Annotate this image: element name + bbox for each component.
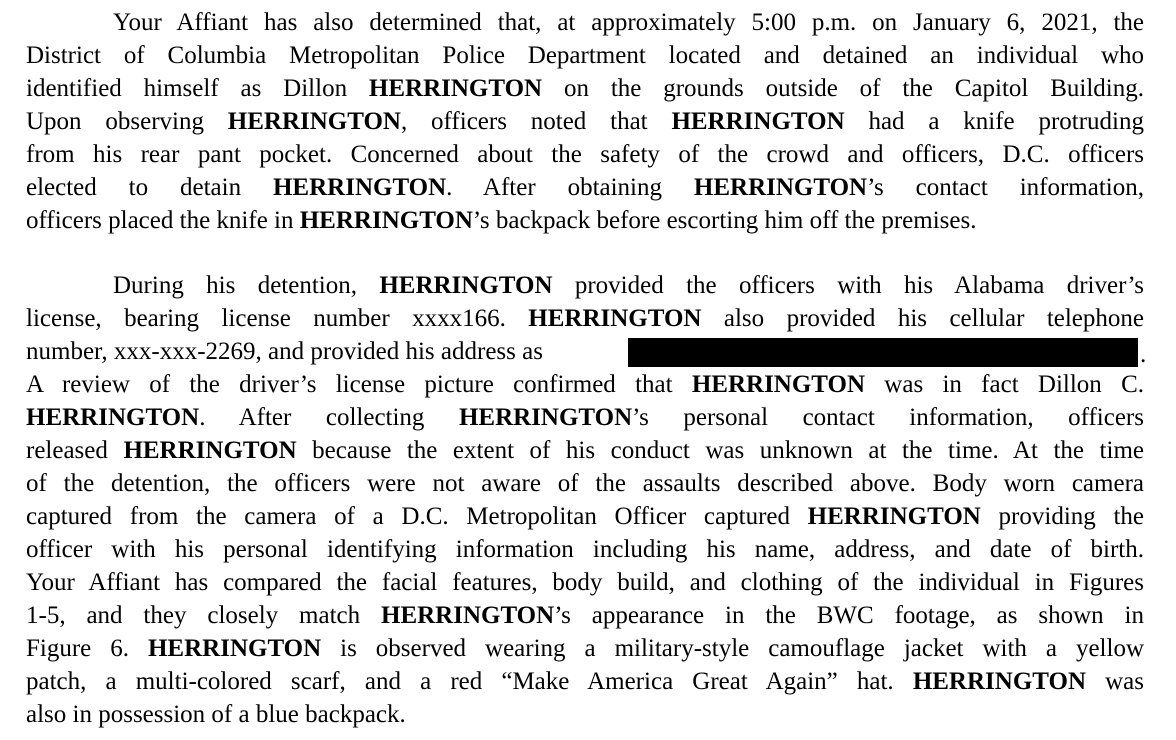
paragraph-2-line-6: released HERRINGTON because the extent of his conduct was unknown at the time. At the time	[26, 437, 1144, 464]
paragraph-2-line-12: Figure 6. HERRINGTON is observed wearing a military-style camouflage jacket with a yellow	[26, 635, 1145, 662]
paragraph-2-line-4: A review of the driver’s license picture confirmed that HERRINGTON was in fact Dillon C.	[26, 371, 1144, 398]
paragraph-1-line-4: Upon observing HERRINGTON, officers noted that HERRINGTON had a knife protruding	[26, 108, 1145, 135]
redacted-address-block	[628, 338, 1138, 367]
paragraph-2-line-7: of the detention, the officers were not aware of the assaults described above. Body worn camera	[26, 470, 1144, 497]
paragraph-2-line-13: patch, a multi-colored scarf, and a red “Make America Great Again” hat. HERRINGTON was	[26, 668, 1145, 695]
paragraph-2-line-2: license, bearing license number xxxx166. HERRINGTON also provided his cellular telephone	[26, 305, 1144, 332]
paragraph-2-line-3: number, xxx-xxx-2269, and provided his address as	[26, 338, 543, 365]
paragraph-1-line-1: Your Affiant has also determined that, at approximately 5:00 p.m. on January 6, 2021, the	[113, 9, 1144, 36]
paragraph-2-line-11: 1-5, and they closely match HERRINGTON’s appearance in the BWC footage, as shown in	[26, 602, 1144, 629]
paragraph-1-line-2: District of Columbia Metropolitan Police Department located and detained an individual who	[26, 42, 1144, 69]
paragraph-2-line-9: officer with his personal identifying information including his name, address, and date of birth.	[26, 536, 1144, 563]
paragraph-2-line-8: captured from the camera of a D.C. Metropolitan Officer captured HERRINGTON providing the	[26, 503, 1144, 530]
paragraph-2-line-1: During his detention, HERRINGTON provided the officers with his Alabama driver’s	[113, 272, 1145, 299]
address-period: .	[1140, 341, 1147, 368]
paragraph-1-line-6: elected to detain HERRINGTON. After obtaining HERRINGTON’s contact information,	[26, 174, 1144, 201]
paragraph-2-line-14: also in possession of a blue backpack.	[26, 701, 406, 728]
paragraph-1-line-5: from his rear pant pocket. Concerned about the safety of the crowd and officers, D.C. officers	[26, 141, 1144, 168]
paragraph-2-line-10: Your Affiant has compared the facial features, body build, and clothing of the individual in Figures	[26, 569, 1144, 596]
paragraph-2-line-5: HERRINGTON. After collecting HERRINGTON’s personal contact information, officers	[26, 404, 1144, 431]
paragraph-1-line-7: officers placed the knife in HERRINGTON’s backpack before escorting him off the premises.	[26, 207, 977, 234]
paragraph-1-line-3: identified himself as Dillon HERRINGTON on the grounds outside of the Capitol Building.	[26, 75, 1144, 102]
